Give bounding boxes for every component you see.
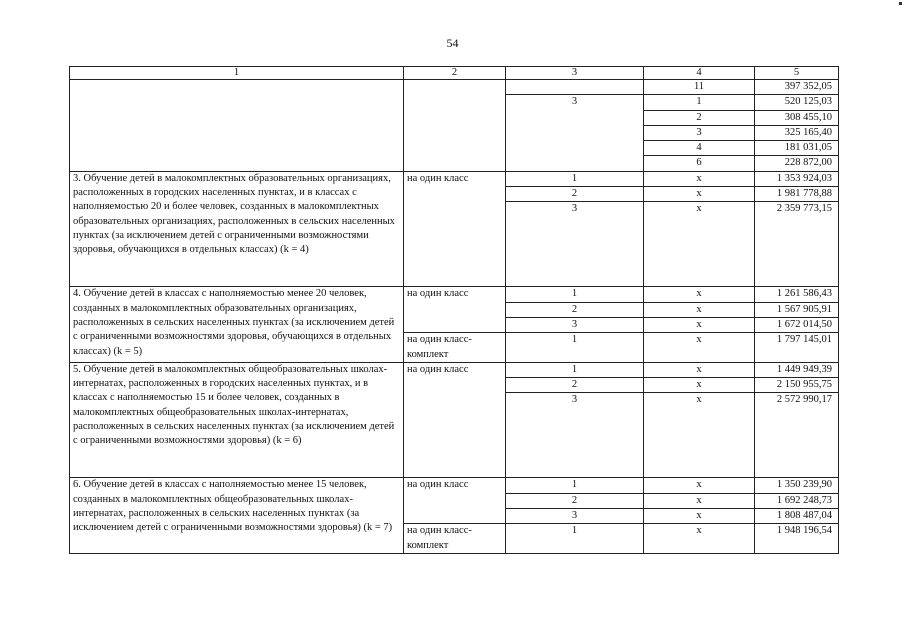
cont-c5: 308 455,10 (755, 110, 839, 125)
header-row (70, 67, 839, 80)
cont-c5: 397 352,05 (755, 80, 839, 95)
grade-cell: 1 (506, 287, 644, 302)
header-col-5: 5 (755, 67, 839, 80)
item-5-description: 5. Обучение детей в малокомплектных общеобразовательных школах-интернатах, расположенных в городских населенных пунктах, и в классах с наполняемостью 15 и более человек, созданных в малокомплектных общеобразовательных школах-интернатах, расположенных в сельских населенных пунктах (за исключением детей с ограниченными возможностями здоровья) (k = 6) (70, 362, 404, 478)
header-col-2: 2 (404, 67, 506, 80)
item-5-unit: на один класс (404, 362, 506, 478)
amount-cell: 1 350 239,90 (755, 478, 839, 493)
amount-cell: 2 572 990,17 (755, 393, 839, 478)
code-cell: х (644, 287, 755, 302)
header-col-4: 4 (644, 67, 755, 80)
amount-cell: 1 948 196,54 (755, 524, 839, 554)
table-row (70, 362, 839, 377)
scan-mark (899, 2, 902, 5)
grade-cell: 3 (506, 509, 644, 524)
amount-cell: 1 797 145,01 (755, 333, 839, 363)
cont-c3: 3 (506, 95, 644, 171)
grade-cell: 2 (506, 302, 644, 317)
page-number: 54 (446, 36, 459, 50)
norms-table (69, 66, 839, 554)
cont-c4: 2 (644, 110, 755, 125)
code-cell: х (644, 302, 755, 317)
cont-c5: 325 165,40 (755, 125, 839, 140)
table-row (70, 478, 839, 493)
grade-cell: 3 (506, 317, 644, 332)
code-cell: х (644, 478, 755, 493)
code-cell: х (644, 493, 755, 508)
cont-c4: 4 (644, 141, 755, 156)
grade-cell: 1 (506, 362, 644, 377)
code-cell: х (644, 333, 755, 363)
grade-cell: 2 (506, 187, 644, 202)
amount-cell: 1 261 586,43 (755, 287, 839, 302)
grade-cell: 1 (506, 478, 644, 493)
cont-c5: 181 031,05 (755, 141, 839, 156)
cont-c3-empty (506, 80, 644, 95)
code-cell: х (644, 317, 755, 332)
amount-cell: 1 692 248,73 (755, 493, 839, 508)
code-cell: х (644, 509, 755, 524)
code-cell: х (644, 362, 755, 377)
amount-cell: 1 449 949,39 (755, 362, 839, 377)
item-4-unit-complex: на один класс-комплект (404, 333, 506, 363)
amount-cell: 1 981 778,88 (755, 187, 839, 202)
header-col-1: 1 (70, 67, 404, 80)
table-row (70, 80, 839, 95)
table-row (70, 171, 839, 186)
item-3-description: 3. Обучение детей в малокомплектных образовательных организациях, расположенных в городских населенных пунктах, и в классах с наполняемостью 20 и более человек, созданных в малокомплектных образовательных организациях, расположенных в сельских населенных пунктах (за исключением детей с ограниченными возможностями здоровья, обучающихся в отдельных классах) (k = 4) (70, 171, 404, 287)
cont-unit-cell (404, 80, 506, 172)
grade-cell: 1 (506, 524, 644, 554)
cont-c5: 520 125,03 (755, 95, 839, 110)
grade-cell: 3 (506, 202, 644, 287)
amount-cell: 1 567 905,91 (755, 302, 839, 317)
item-3-unit: на один класс (404, 171, 506, 287)
amount-cell: 1 353 924,03 (755, 171, 839, 186)
cont-c4: 11 (644, 80, 755, 95)
amount-cell: 2 150 955,75 (755, 378, 839, 393)
grade-cell: 2 (506, 378, 644, 393)
code-cell: х (644, 378, 755, 393)
item-4-unit: на один класс (404, 287, 506, 333)
grade-cell: 1 (506, 333, 644, 363)
code-cell: х (644, 187, 755, 202)
cont-c4: 1 (644, 95, 755, 110)
amount-cell: 1 672 014,50 (755, 317, 839, 332)
code-cell: х (644, 393, 755, 478)
header-col-3: 3 (506, 67, 644, 80)
cont-c5: 228 872,00 (755, 156, 839, 171)
cont-c4: 6 (644, 156, 755, 171)
item-6-unit: на один класс (404, 478, 506, 524)
cont-c4: 3 (644, 125, 755, 140)
grade-cell: 2 (506, 493, 644, 508)
table-row (70, 287, 839, 302)
item-6-unit-complex: на один класс-комплект (404, 524, 506, 554)
amount-cell: 2 359 773,15 (755, 202, 839, 287)
item-6-description: 6. Обучение детей в классах с наполняемостью менее 15 человек, созданных в малокомплектных общеобразовательных школах-интернатах, расположенных в сельских населенных пунктах (за исключением детей с ограниченными возможностями здоровья) (k = 7) (70, 478, 404, 553)
amount-cell: 1 808 487,04 (755, 509, 839, 524)
grade-cell: 3 (506, 393, 644, 478)
code-cell: х (644, 202, 755, 287)
code-cell: х (644, 171, 755, 186)
cont-desc-cell (70, 80, 404, 172)
code-cell: х (644, 524, 755, 554)
item-4-description: 4. Обучение детей в классах с наполняемостью менее 20 человек, созданных в малокомплектных образовательных организациях, расположенных в сельских населенных пунктах (за исключением детей с ограниченными возможностями здоровья, обучающихся в отдельных классах) (k = 5) (70, 287, 404, 362)
grade-cell: 1 (506, 171, 644, 186)
